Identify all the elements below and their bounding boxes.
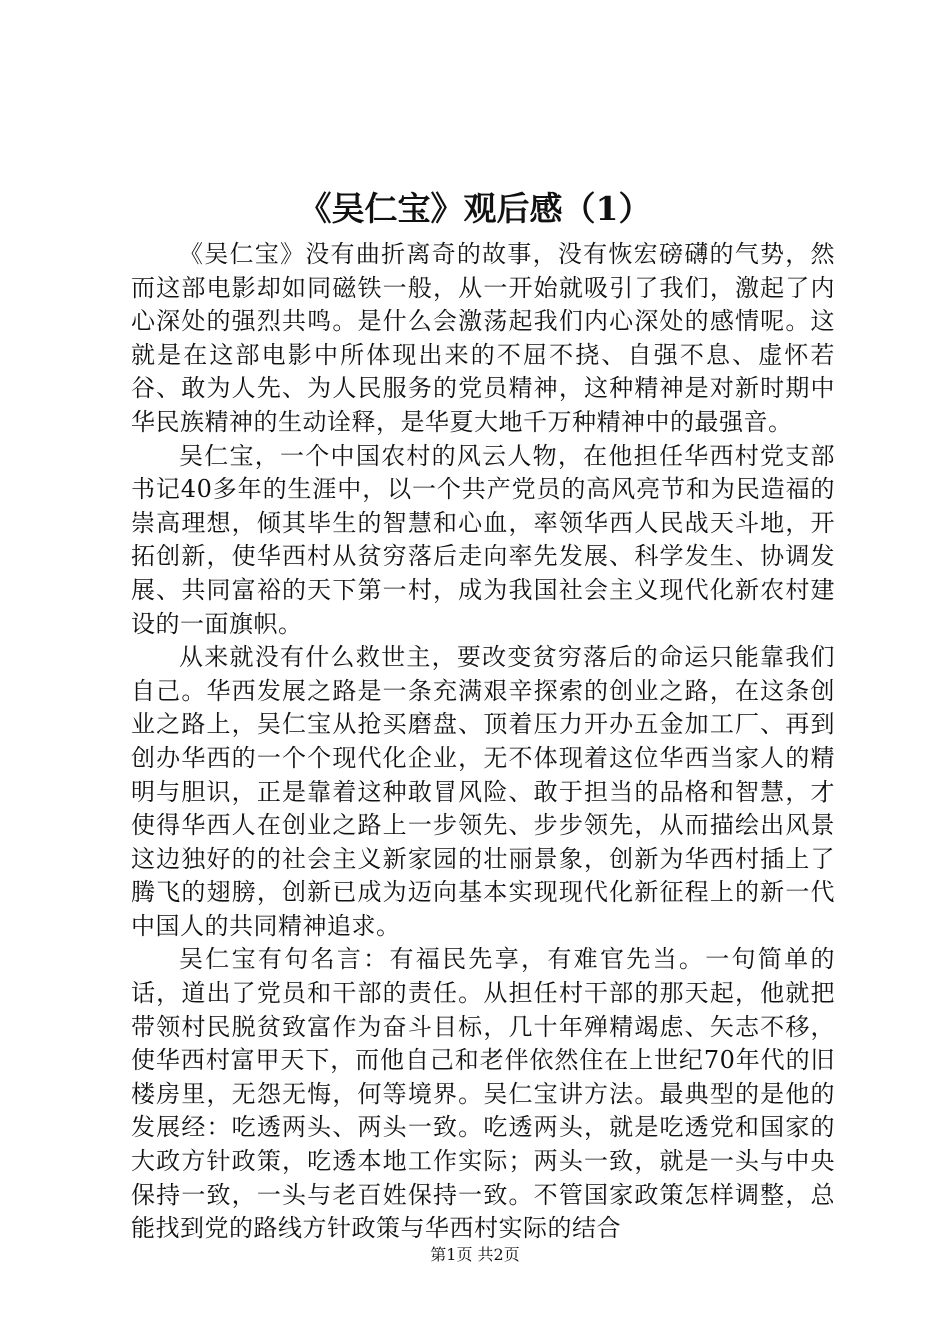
document-title: 《吴仁宝》观后感（1） xyxy=(298,189,652,228)
page-number-footer: 第1页 共2页 xyxy=(430,1245,520,1264)
paragraph-2: 吴仁宝，一个中国农村的风云人物，在他担任华西村党支部书记40多年的生涯中，以一个共产党员的高风亮节和为民造福的崇高理想，倾其毕生的智慧和心血，率领华西人民战天斗地，开拓创新，使华西村从贫穷落后走向率先发展、科学发生、协调发展、共同富裕的天下第一村，成为我国社会主义现代化新农村建设的一面旗帜。 xyxy=(131,441,835,638)
paragraph-4: 吴仁宝有句名言：有福民先享，有难官先当。一句简单的话，道出了党员和干部的责任。从担任村干部的那天起，他就把带领村民脱贫致富作为奋斗目标，几十年殚精竭虑、矢志不移，使华西村富甲天下，而他自己和老伴依然住在上世纪70年代的旧楼房里，无怨无悔，何等境界。吴仁宝讲方法。最典型的是他的发展经：吃透两头、两头一致。吃透两头，就是吃透党和国家的大政方针政策，吃透本地工作实际；两头一致，就是一头与中央保持一致，一头与老百姓保持一致。不管国家政策怎样调整，总能找到党的路线方针政策与华西村实际的结合 xyxy=(131,945,835,1243)
document-body xyxy=(131,238,835,1246)
paragraph-3: 从来就没有什么救世主，要改变贫穷落后的命运只能靠我们自己。华西发展之路是一条充满艰辛探索的创业之路，在这条创业之路上，吴仁宝从抢买磨盘、顶着压力开办五金加工厂、再到创办华西的一个个现代化企业，无不体现着这位华西当家人的精明与胆识，正是靠着这种敢冒风险、敢于担当的品格和智慧，才使得华西人在创业之路上一步领先、步步领先，从而描绘出风景这边独好的的社会主义新家园的壮丽景象，创新为华西村插上了腾飞的翅膀，创新已成为迈向基本实现现代化新征程上的新一代中国人的共同精神追求。 xyxy=(131,643,835,940)
paragraph-1: 《吴仁宝》没有曲折离奇的故事，没有恢宏磅礴的气势，然而这部电影却如同磁铁一般，从一开始就吸引了我们，激起了内心深处的强烈共鸣。是什么会激荡起我们内心深处的感情呢。这就是在这部电影中所体现出来的不屈不挠、自强不息、虚怀若谷、敢为人先、为人民服务的党员精神，这种精神是对新时期中华民族精神的生动诠释，是华夏大地千万种精神中的最强音。 xyxy=(131,240,835,436)
